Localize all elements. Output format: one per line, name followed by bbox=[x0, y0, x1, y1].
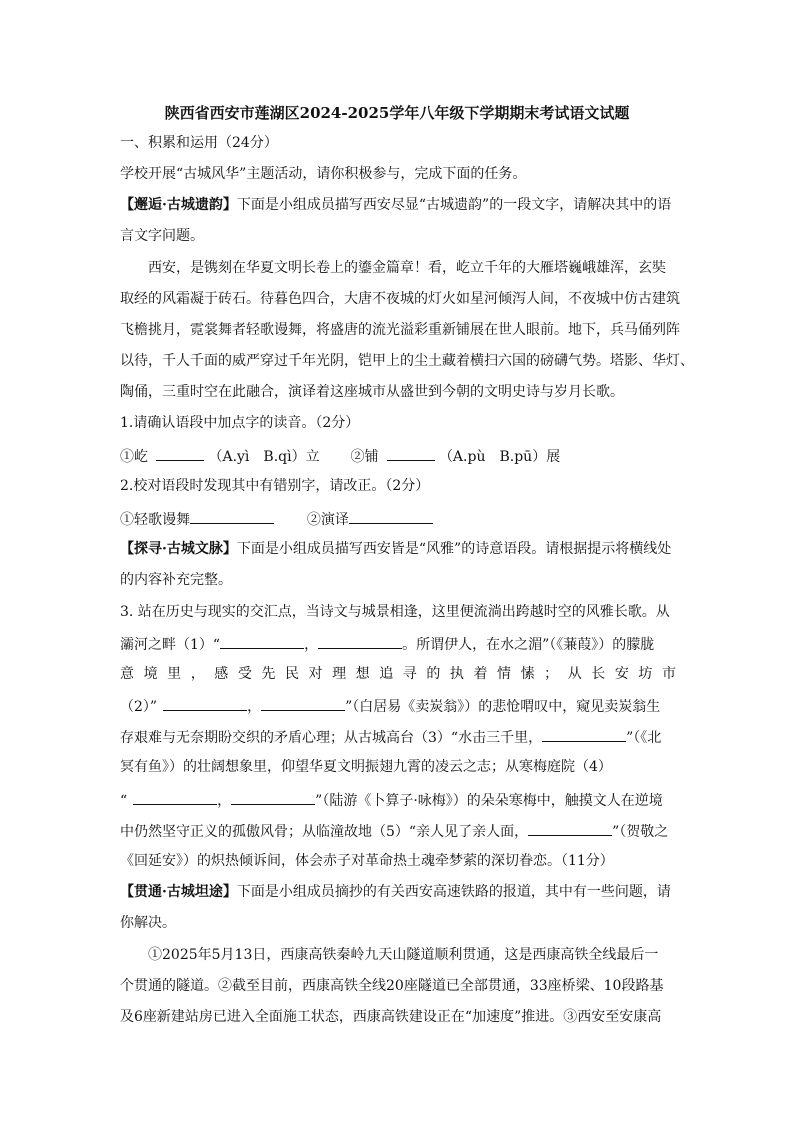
q3-justified-char: 想 bbox=[355, 666, 370, 682]
q1-option-b-label: ②铺 bbox=[350, 449, 379, 465]
q1-option-a-choices: （A.yì B.qì）立 bbox=[208, 449, 320, 465]
passage2-line: 及6座新建站房已进入全面施工状态，西康高铁建设正在“加速度”推进。③西安至安康高 bbox=[120, 1009, 662, 1025]
passage1-line: 飞檐挑月，霓裳舞者轻歌谩舞，将盛唐的流光溢彩重新铺展在世人眼前。地下，兵马俑列阵 bbox=[120, 322, 680, 338]
task2-line1 bbox=[120, 539, 676, 559]
q3-justified-char: 执 bbox=[449, 666, 464, 682]
q1-option-a-label: ①屹 bbox=[120, 449, 148, 465]
passage1-line: 以待，千人千面的威严穿过千年光阴，铠甲上的尘土藏着横扫六国的磅礴气势。塔影、华灯、 bbox=[120, 353, 694, 369]
question-3-line bbox=[120, 695, 676, 717]
question-3-justified-line bbox=[120, 664, 676, 684]
q3-justified-char: 境 bbox=[143, 666, 158, 682]
q3-text: ， bbox=[304, 637, 319, 653]
q3-text: ”（贺敬之 bbox=[612, 824, 669, 840]
task3-line1 bbox=[120, 882, 676, 902]
task3-text: 下面是小组成员摘抄的有关西安高速铁路的报道，其中有一些问题，请 bbox=[236, 884, 671, 900]
passage1-line: 取经的风霜凝于砖石。待暮色四合，大唐不夜城的灯火如星河倾泻人间，不夜城中仿古建筑 bbox=[120, 291, 680, 307]
question-3-line bbox=[120, 789, 676, 811]
q3-justified-char: 追 bbox=[379, 666, 394, 682]
q3-justified-char: 感 bbox=[214, 666, 229, 682]
answer-blank[interactable] bbox=[542, 726, 626, 742]
answer-blank[interactable] bbox=[156, 445, 204, 461]
q3-text: ， bbox=[247, 699, 262, 715]
passage2-line: ①2025年5月13日，西康高铁秦岭九天山隧道顺利贯通，这是西康高铁全线最后一 bbox=[148, 947, 659, 963]
passage1-line: 西安，是镌刻在华夏文明长卷上的鎏金篇章！看，屹立千年的大雁塔巍峨雄浑，玄奘 bbox=[148, 260, 666, 276]
task1-line1 bbox=[120, 195, 676, 215]
q3-text: 。所谓伊人，在水之湄”（《蒹葭》）的朦胧 bbox=[402, 637, 655, 653]
q3-justified-char: 坊 bbox=[638, 666, 653, 682]
question-3-line: 冥有鱼》）的壮阔想象里，仰望华夏文明振翅九霄的凌云之志；从寒梅庭院（4） bbox=[120, 759, 612, 775]
answer-blank[interactable] bbox=[163, 695, 247, 711]
q3-justified-char: 理 bbox=[332, 666, 347, 682]
q3-text: ， bbox=[217, 793, 232, 809]
answer-blank[interactable] bbox=[387, 445, 435, 461]
q3-text: （2）” bbox=[120, 699, 158, 715]
q3-justified-char: 市 bbox=[661, 666, 676, 682]
q3-text: ”（《北 bbox=[626, 730, 662, 746]
answer-blank[interactable] bbox=[349, 508, 433, 524]
q3-justified-char: 长 bbox=[591, 666, 606, 682]
question-1-options bbox=[120, 445, 676, 467]
q3-justified-char: 愫 bbox=[520, 666, 535, 682]
answer-blank[interactable] bbox=[318, 633, 402, 649]
q3-justified-char: 先 bbox=[261, 666, 276, 682]
question-3-line: 《回延安》）的炽热倾诉间，体会赤子对革命热土魂牵梦萦的深切眷恋。（11分） bbox=[120, 853, 614, 869]
q3-justified-char: 安 bbox=[614, 666, 629, 682]
passage1-line: 陶俑，三重时空在此融合，演译着这座城市从盛世到今朝的文明史诗与岁月长歌。 bbox=[120, 384, 624, 400]
exam-title: 陕西省西安市莲湖区2024-2025学年八年级下学期期末考试语文试题 bbox=[164, 104, 630, 122]
question-2-options bbox=[120, 508, 676, 530]
q3-justified-char: 寻 bbox=[402, 666, 417, 682]
passage2-line: 个贯通的隧道。②截至目前，西康高铁全线20座隧道已全部贯通，33座桥梁、10段路基 bbox=[120, 978, 664, 994]
question-3-line bbox=[120, 726, 676, 748]
q3-justified-char: 里 bbox=[167, 666, 182, 682]
q3-text: 中仍然坚守正义的孤傲风骨；从临潼故地（5）“亲人见了亲人面， bbox=[120, 824, 529, 840]
q3-justified-char: ； bbox=[544, 666, 559, 682]
q3-text: ”（陆游《卜算子·咏梅》）的朵朵寒梅中，触摸文人在逆境 bbox=[315, 793, 663, 809]
answer-blank[interactable] bbox=[190, 508, 274, 524]
q3-justified-char: ， bbox=[190, 666, 205, 682]
q3-justified-char: 对 bbox=[308, 666, 323, 682]
q3-text: “ bbox=[120, 793, 128, 809]
task1-text: 下面是小组成员描写西安尽显“古城遗韵”的一段文字，请解决其中的语 bbox=[236, 197, 672, 213]
q3-justified-char: 从 bbox=[567, 666, 582, 682]
q3-justified-char: 民 bbox=[284, 666, 299, 682]
task3-line2: 你解决。 bbox=[120, 915, 176, 931]
q3-text: ”（白居易《卖炭翁》）的悲怆喟叹中，窥见卖炭翁生 bbox=[345, 699, 661, 715]
section-heading: 一、积累和运用（24分） bbox=[120, 135, 278, 151]
q3-justified-char: 情 bbox=[497, 666, 511, 682]
answer-blank[interactable] bbox=[231, 789, 315, 805]
q2-option-a: ①轻歌谩舞 bbox=[120, 512, 190, 528]
answer-blank[interactable] bbox=[133, 789, 217, 805]
q1-option-b-choices: （A.pù B.pū）展 bbox=[438, 449, 561, 465]
q2-option-b: ②演译 bbox=[306, 512, 349, 528]
question-2: 2.校对语段时发现其中有错别字，请改正。（2分） bbox=[120, 478, 430, 494]
task1-line2: 言文字问题。 bbox=[120, 228, 204, 244]
question-3-line bbox=[120, 820, 676, 842]
q3-justified-char: 受 bbox=[237, 666, 252, 682]
q3-justified-char: 意 bbox=[120, 666, 134, 682]
task2-heading: 【探寻·古城文脉】 bbox=[120, 541, 237, 557]
task1-heading: 【邂逅·古城遗韵】 bbox=[120, 197, 237, 213]
answer-blank[interactable] bbox=[261, 695, 345, 711]
intro-text: 学校开展“古城风华”主题活动，请你积极参与，完成下面的任务。 bbox=[120, 166, 527, 182]
q3-text: 灞河之畔（1）“ bbox=[120, 637, 221, 653]
task2-text: 下面是小组成员描写西安皆是“风雅”的诗意语段。请根据提示将横线处 bbox=[236, 541, 672, 557]
question-3-line bbox=[120, 633, 676, 655]
task2-line2: 的内容补充完整。 bbox=[120, 572, 232, 588]
answer-blank[interactable] bbox=[220, 633, 304, 649]
task3-heading: 【贯通·古城坦途】 bbox=[120, 884, 237, 900]
q3-justified-char: 的 bbox=[426, 666, 441, 682]
question-1: 1.请确认语段中加点字的读音。（2分） bbox=[120, 415, 360, 431]
answer-blank[interactable] bbox=[528, 820, 612, 836]
q3-text: 存艰难与无奈期盼交织的矛盾心理；从古城高台（3）“水击三千里， bbox=[120, 730, 543, 746]
q3-justified-char: 着 bbox=[473, 666, 488, 682]
question-3-line: 3. 站在历史与现实的交汇点，当诗文与城景相逢，这里便流淌出跨越时空的风雅长歌。从 bbox=[120, 604, 670, 620]
